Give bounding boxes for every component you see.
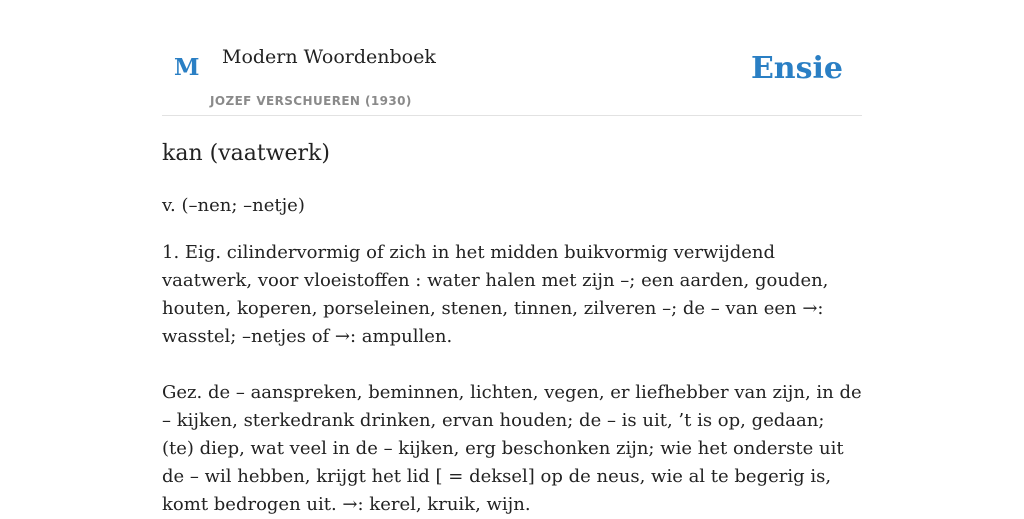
entry-definition: 1. Eig. cilindervormig of zich in het midden buikvormig verwijdend vaatwerk, voor vloeistoffen : water halen met zijn –; een aarden, gouden, houten, koperen, porseleinen, stenen, tinnen, zilveren –; de – van een →: wasstel; –netjes of →: ampullen. Gez. de – aanspreken, beminnen, lichten, vegen, er liefhebber van zijn, in de – kijken, sterkedrank drinken, ervan houden; de – is uit, ’t is op, gedaan; (te) diep, wat veel in de – kijken, erg beschonken zijn; wie het onderste uit de – wil hebben, krijgt het lid [ = deksel] op de neus, wie al te begerig is, komt bedrogen uit. →: kerel, kruik, wijn. — [162, 242, 862, 515]
entry-title: kan (vaatwerk) — [162, 141, 330, 166]
dictionary-logo[interactable]: M — [174, 54, 200, 81]
entry-grammar: v. (–nen; –netje) — [162, 195, 305, 216]
dictionary-title[interactable]: Modern Woordenboek — [222, 46, 436, 68]
brand-logo-link[interactable]: Ensie — [750, 51, 843, 86]
dictionary-author: JOZEF VERSCHUEREN (1930) — [210, 94, 412, 108]
dictionary-header — [162, 0, 862, 116]
article-page — [162, 0, 862, 515]
